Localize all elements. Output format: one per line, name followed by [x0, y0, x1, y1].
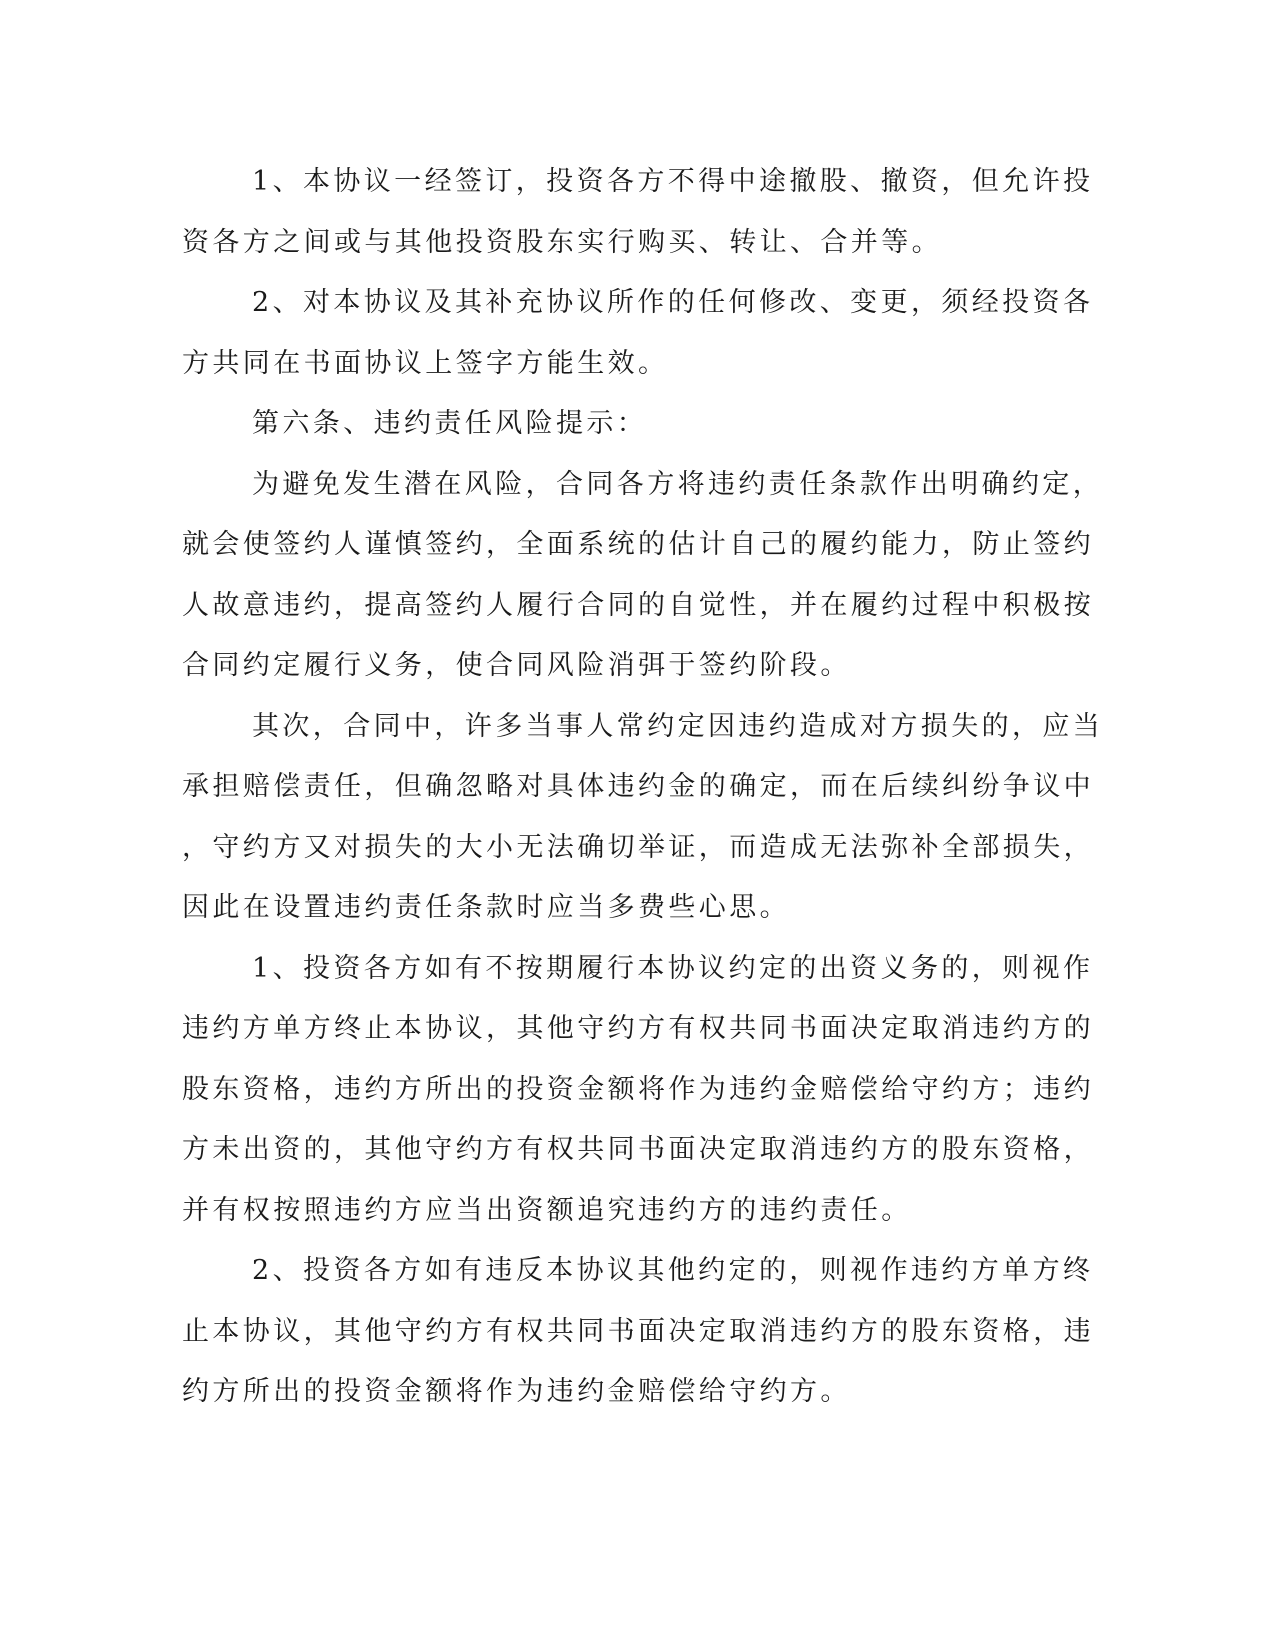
paragraph-5	[182, 939, 1094, 1242]
text-line: 违约方单方终止本协议，其他守约方有权共同书面决定取消违约方的	[182, 1013, 1094, 1044]
text-line: 1、本协议一经签订，投资各方不得中途撤股、撤资，但允许投	[252, 166, 1094, 197]
paragraph-4	[182, 697, 1104, 939]
text-line: 2、对本协议及其补充协议所作的任何修改、变更，须经投资各	[252, 287, 1094, 318]
text-line: ，守约方又对损失的大小无法确切举证，而造成无法弥补全部损失，	[182, 831, 1094, 863]
text-line: 其次，合同中，许多当事人常约定因违约造成对方损失的，应当	[252, 710, 1104, 742]
paragraph-2	[182, 273, 1094, 394]
paragraph-6	[182, 1241, 1094, 1423]
text-line: 为避免发生潜在风险，合同各方将违约责任条款作出明确约定，	[252, 468, 1104, 500]
text-line: 2、投资各方如有违反本协议其他约定的，则视作违约方单方终	[252, 1255, 1094, 1286]
text-line: 因此在设置违约责任条款时应当多费些心思。	[182, 892, 790, 923]
text-line: 方共同在书面协议上签字方能生效。	[182, 347, 669, 379]
text-line: 第六条、违约责任风险提示：	[252, 408, 648, 439]
text-line: 约方所出的投资金额将作为违约金赔偿给守约方。	[182, 1376, 851, 1407]
section-heading-article-6	[182, 394, 1042, 455]
text-line: 1、投资各方如有不按期履行本协议约定的出资义务的，则视作	[252, 952, 1094, 984]
text-line: 股东资格，违约方所出的投资金额将作为违约金赔偿给守约方；违约	[182, 1073, 1094, 1105]
text-line: 方未出资的，其他守约方有权共同书面决定取消违约方的股东资格，	[182, 1134, 1094, 1165]
text-line: 止本协议，其他守约方有权共同书面决定取消违约方的股东资格，违	[182, 1315, 1094, 1347]
text-line: 就会使签约人谨慎签约，全面系统的估计自己的履约能力，防止签约	[182, 529, 1094, 560]
document-body	[182, 152, 1104, 1423]
text-line: 人故意违约，提高签约人履行合同的自觉性，并在履约过程中积极按	[182, 589, 1094, 621]
text-line: 资各方之间或与其他投资股东实行购买、转让、合并等。	[182, 226, 942, 258]
text-line: 承担赔偿责任，但确忽略对具体违约金的确定，而在后续纠纷争议中	[182, 771, 1094, 802]
paragraph-1	[182, 152, 1094, 273]
text-line: 并有权按照违约方应当出资额追究违约方的违约责任。	[182, 1194, 912, 1226]
paragraph-3	[182, 455, 1104, 697]
text-line: 合同约定履行义务，使合同风险消弭于签约阶段。	[182, 650, 851, 681]
